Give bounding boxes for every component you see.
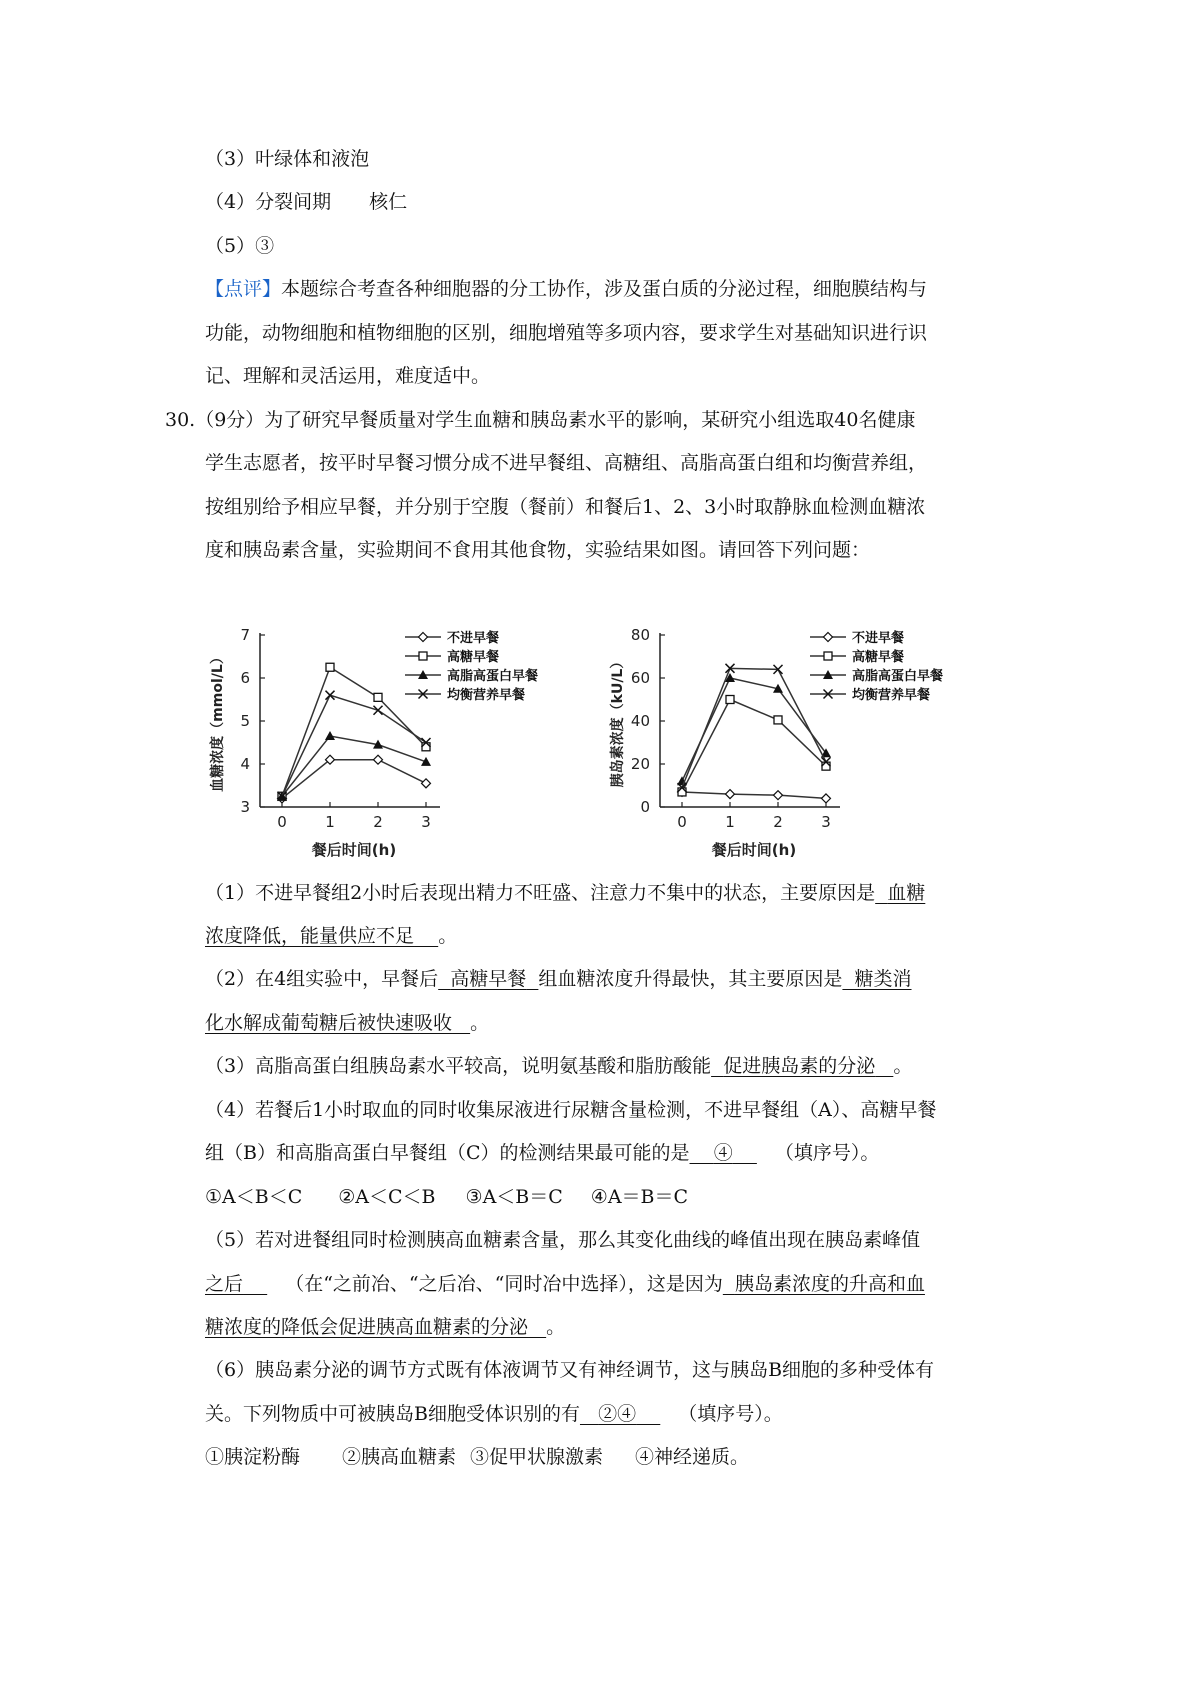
part-3-answer: 促进胰岛素的分泌 — [723, 1055, 876, 1077]
y-tick-label: 4 — [240, 755, 250, 773]
legend-label: 不进早餐 — [447, 631, 500, 646]
comment-line-1 — [205, 276, 927, 302]
data-point — [822, 794, 831, 803]
x-tick-label: 2 — [773, 813, 783, 831]
comment-tag: 【点评】 — [205, 278, 282, 300]
x-tick-label: 3 — [421, 813, 431, 831]
answer-5: （5）③ — [205, 235, 275, 257]
comment-text-1: 本题综合考查各种细胞器的分工协作，涉及蛋白质的分泌过程，细胞膜结构与 — [281, 278, 928, 300]
data-point — [774, 791, 783, 800]
data-point — [422, 779, 431, 788]
part-5-line-2: 之后 （在“之前冶、“之后冶、“同时冶中选择），这是因为 胰岛素浓度的升高和血 — [205, 1273, 925, 1295]
question-30-line-4: 度和胰岛素含量，实验期间不食用其他食物，实验结果如图。请回答下列问题： — [205, 539, 871, 561]
part-5-line-1: （5）若对进餐组同时检测胰高血糖素含量，那么其变化曲线的峰值出现在胰岛素峰值 — [205, 1229, 921, 1251]
legend-label: 高糖早餐 — [852, 650, 905, 665]
part-4-options — [205, 1184, 688, 1210]
series-line — [282, 736, 426, 796]
data-point — [774, 716, 782, 724]
part-2-line-1: （2）在4组实验中，早餐后 高糖早餐 组血糖浓度升得最快，其主要原因是 糖类消 — [205, 968, 912, 990]
option-3: ③A＜B＝C — [465, 1186, 563, 1208]
x-tick-label: 2 — [373, 813, 383, 831]
y-tick-label: 6 — [240, 669, 250, 687]
option-2: ②A＜C＜B — [338, 1186, 436, 1208]
legend-label: 高糖早餐 — [447, 650, 500, 665]
part-1-line-1 — [205, 880, 925, 906]
legend-marker — [419, 652, 427, 660]
option-1: ①A＜B＜C — [205, 1186, 303, 1208]
answer-4-right: 核仁 — [369, 191, 408, 213]
y-tick-label: 40 — [630, 712, 650, 730]
data-point — [374, 706, 383, 715]
answer-4-left: （4）分裂间期 — [205, 191, 332, 213]
part-1-line-2: 浓度降低，能量供应不足 。 — [205, 925, 458, 947]
data-point — [726, 696, 734, 704]
legend-marker — [419, 633, 428, 642]
x-tick-label: 1 — [325, 813, 335, 831]
series-line — [282, 667, 426, 796]
answer-3: （3）叶绿体和液泡 — [205, 148, 370, 170]
part-4-line-2: 组（B）和高脂高蛋白早餐组（C）的检测结果最可能的是 ④ （填序号）。 — [205, 1142, 880, 1164]
x-axis-label: 餐后时间(h) — [711, 841, 797, 859]
series-line — [682, 792, 826, 798]
series-line — [682, 668, 826, 787]
part-1-text: （1）不进早餐组2小时后表现出精力不旺盛、注意力不集中的状态，主要原因是 — [205, 882, 876, 904]
question-30-line-1 — [165, 407, 916, 433]
x-tick-label: 3 — [821, 813, 831, 831]
part-2-answer-1: 高糖早餐 — [450, 968, 527, 990]
data-point — [822, 762, 830, 770]
y-tick-label: 20 — [630, 755, 650, 773]
data-point — [374, 755, 383, 764]
part-5-answer-2a: 胰岛素浓度的升高和血 — [734, 1273, 925, 1295]
legend-label: 高脂高蛋白早餐 — [852, 669, 944, 684]
legend-label: 均衡营养早餐 — [852, 688, 931, 703]
data-point — [325, 731, 335, 740]
part-2-answer-2b: 化水解成葡萄糖后被快速吸收 — [205, 1012, 453, 1034]
option-2: ②胰高血糖素 — [342, 1446, 457, 1468]
y-tick-label: 3 — [240, 798, 250, 816]
comment-line-3: 记、理解和灵活运用，难度适中。 — [205, 365, 491, 387]
y-tick-label: 0 — [640, 798, 650, 816]
option-3: ③促甲状腺激素 — [470, 1446, 604, 1468]
y-tick-label: 60 — [630, 669, 650, 687]
legend-label: 高脂高蛋白早餐 — [447, 669, 539, 684]
data-point — [726, 790, 735, 799]
charts-figure — [205, 625, 1025, 860]
part-2-line-2: 化水解成葡萄糖后被快速吸收 。 — [205, 1012, 490, 1034]
y-axis-label: 胰岛素浓度（kU/L） — [610, 654, 626, 788]
option-1: ①胰淀粉酶 — [205, 1446, 301, 1468]
x-axis-label: 餐后时间(h) — [311, 841, 397, 859]
legend-marker — [824, 633, 833, 642]
answer-4 — [205, 189, 407, 215]
data-point — [326, 691, 335, 700]
insulin-chart — [609, 626, 943, 859]
part-6-line-2: 关。下列物质中可被胰岛B细胞受体识别的有 ②④ （填序号）。 — [205, 1403, 783, 1425]
data-point — [326, 663, 334, 671]
part-1-answer-a: 血糖 — [887, 882, 926, 904]
comment-line-2: 功能，动物细胞和植物细胞的区别，细胞增殖等多项内容，要求学生对基础知识进行识 — [205, 322, 928, 344]
data-point — [422, 743, 430, 751]
y-tick-label: 5 — [240, 712, 250, 730]
question-30-line-2: 学生志愿者，按平时早餐习惯分成不进早餐组、高糖组、高脂高蛋白组和均衡营养组， — [205, 452, 928, 474]
part-6-options — [205, 1444, 749, 1470]
legend-marker — [824, 652, 832, 660]
part-4-line-1: （4）若餐后1小时取血的同时收集尿液进行尿糖含量检测，不进早餐组（A）、高糖早餐 — [205, 1099, 937, 1121]
x-tick-label: 0 — [677, 813, 687, 831]
legend-label: 不进早餐 — [852, 631, 905, 646]
part-1-answer-b: 浓度降低，能量供应不足 — [205, 925, 415, 947]
part-3-line: （3）高脂高蛋白组胰岛素水平较高，说明氨基酸和脂肪酸能 促进胰岛素的分泌 。 — [205, 1055, 913, 1077]
part-4-answer: ④ — [713, 1142, 733, 1164]
x-tick-label: 1 — [725, 813, 735, 831]
part-6-line-1: （6）胰岛素分泌的调节方式既有体液调节又有神经调节，这与胰岛B细胞的多种受体有 — [205, 1359, 935, 1381]
question-text-1: （9分）为了研究早餐质量对学生血糖和胰岛素水平的影响，某研究小组选取40名健康 — [195, 409, 916, 431]
blood-glucose-chart — [209, 626, 538, 859]
data-point — [374, 693, 382, 701]
part-6-answer: ②④ — [598, 1403, 637, 1425]
y-tick-label: 80 — [630, 626, 650, 644]
y-tick-label: 7 — [240, 626, 250, 644]
part-5-answer-2b: 糖浓度的降低会促进胰高血糖素的分泌 — [205, 1316, 529, 1338]
series-line — [282, 760, 426, 799]
question-number: 30. — [165, 409, 196, 431]
option-4: ④A＝B＝C — [590, 1186, 689, 1208]
part-5-answer-1: 之后 — [205, 1273, 244, 1295]
question-30-line-3: 按组别给予相应早餐，并分别于空腹（餐前）和餐后1、2、3小时取静脉血检测血糖浓 — [205, 496, 926, 518]
y-axis-label: 血糖浓度（mmol/L） — [210, 650, 226, 792]
data-point — [678, 788, 686, 796]
part-2-answer-2a: 糖类消 — [854, 968, 912, 990]
part-5-line-3: 糖浓度的降低会促进胰高血糖素的分泌 。 — [205, 1316, 566, 1338]
x-tick-label: 0 — [277, 813, 287, 831]
series-line — [682, 700, 826, 792]
series-line — [682, 678, 826, 781]
option-4: ④神经递质。 — [635, 1446, 750, 1468]
legend-label: 均衡营养早餐 — [447, 688, 526, 703]
